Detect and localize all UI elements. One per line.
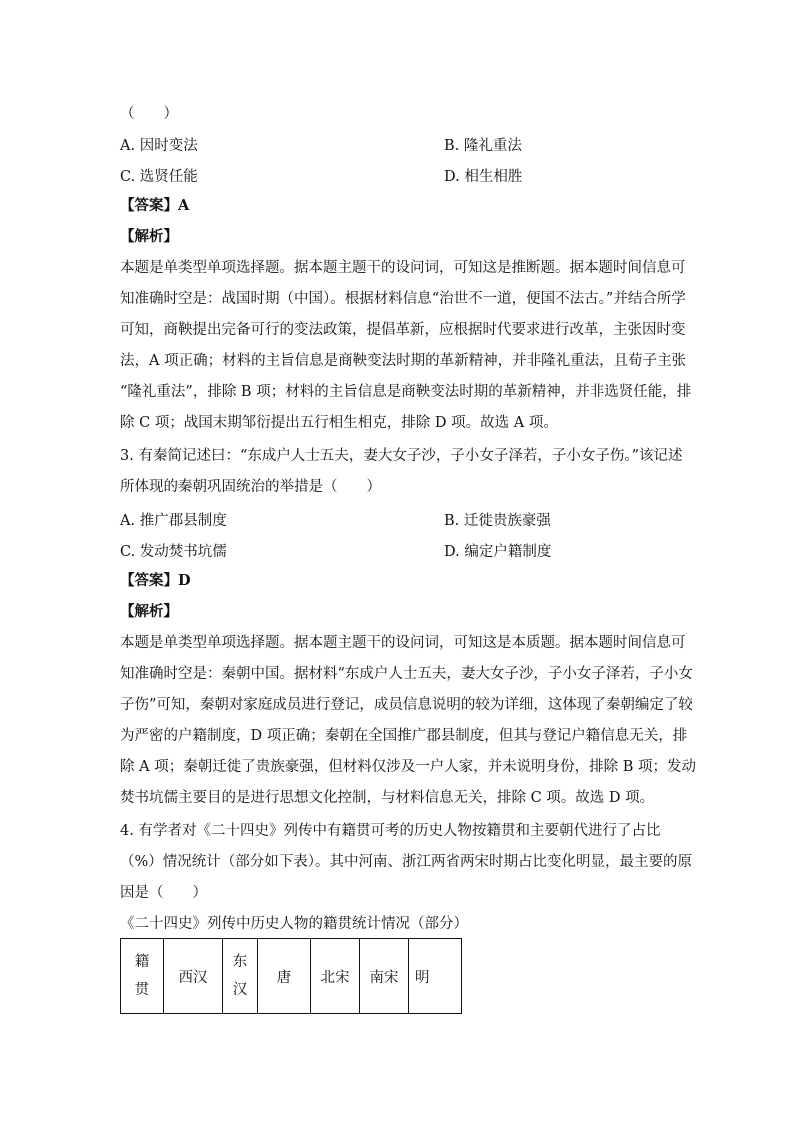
q2-analysis-line: 除 C 项；战国末期邹衍提出五行相生相克，排除 D 项。故选 A 项。 <box>120 415 558 431</box>
q3-option-d: D. 编定户籍制度 <box>444 544 552 560</box>
q4-statistics-table <box>120 938 462 1014</box>
q4-table-caption: 《二十四史》列传中历史人物的籍贯统计情况（部分） <box>120 916 468 932</box>
q2-analysis-line: 法，A 项正确；材料的主旨信息是商鞅变法时期的革新精神，并非隆礼重法，且荀子主张 <box>120 353 687 369</box>
q2-answer: 【答案】A <box>120 197 190 214</box>
table-header-cell: 西汉 <box>164 939 223 1014</box>
q3-option-b: B. 迁徙贵族豪强 <box>444 513 551 529</box>
q3-stem-line: 所体现的秦朝巩固统治的举措是（ ） <box>120 479 381 495</box>
q3-analysis-line: 本题是单类型单项选择题。据本题主题干的设问词，可知这是本质题。据本题时间信息可 <box>120 635 686 651</box>
q2-analysis-label: 【解析】 <box>120 228 178 245</box>
q2-analysis-line: 本题是单类型单项选择题。据本题主题干的设问词，可知这是推断题。据本题时间信息可 <box>120 260 686 276</box>
q2-analysis-line: “隆礼重法”，排除 B 项；材料的主旨信息是商鞅变法时期的革新精神，并非选贤任能，排 <box>120 384 692 400</box>
q2-answer-paren: （ ） <box>120 106 178 122</box>
table-header-cell: 北宋 <box>311 939 360 1014</box>
q3-analysis-line: 除 A 项；秦朝迁徙了贵族豪强，但材料仅涉及一户人家，并未说明身份，排除 B 项；发动 <box>120 759 697 775</box>
q4-stem-line: 4. 有学者对《二十四史》列传中有籍贯可考的历史人物按籍贯和主要朝代进行了占比 <box>120 823 661 839</box>
q2-analysis-line: 可知，商鞅提出完备可行的变法政策，提倡革新，应根据时代要求进行改革，主张因时变 <box>120 322 686 338</box>
q3-analysis-line: 焚书坑儒主要目的是进行思想文化控制，与材料信息无关，排除 C 项。故选 D 项。 <box>120 790 655 806</box>
q3-option-a: A. 推广郡县制度 <box>120 513 227 529</box>
q2-option-a: A. 因时变法 <box>120 138 198 154</box>
q2-option-c: C. 选贤任能 <box>120 169 198 185</box>
table-header-cell: 唐 <box>258 939 311 1014</box>
q4-stem-line: （%）情况统计（部分如下表）。其中河南、浙江两省两宋时期占比变化明显，最主要的原 <box>120 854 693 870</box>
q3-option-c: C. 发动焚书坑儒 <box>120 544 227 560</box>
q4-stem-line: 因是（ ） <box>120 885 207 901</box>
q2-analysis-line: 知准确时空是：战国时期（中国）。根据材料信息“治世不一道，便国不法古。”并结合所学 <box>120 291 686 307</box>
q3-analysis-line: 子伤”可知，秦朝对家庭成员进行登记，成员信息说明的较为详细，这体现了秦朝编定了较 <box>120 697 693 713</box>
q3-analysis-line: 为严密的户籍制度，D 项正确；秦朝在全国推广郡县制度，但其与登记户籍信息无关，排 <box>120 728 688 744</box>
table-header-row <box>121 939 462 1014</box>
q2-option-b: B. 隆礼重法 <box>444 138 522 154</box>
table-header-cell-native-place: 籍 贯 <box>121 939 164 1014</box>
q3-stem-line: 3. 有秦简记述曰：“东成户人士五夫，妻大女子沙，子小女子泽若，子小女子伤。”该记述 <box>120 448 683 464</box>
q3-answer: 【答案】D <box>120 572 191 589</box>
q3-analysis-label: 【解析】 <box>120 603 178 620</box>
q3-analysis-line: 知准确时空是：秦朝中国。据材料“东成户人士五夫，妻大女子沙，子小女子泽若，子小女 <box>120 666 693 682</box>
table-header-cell: 明 <box>409 939 462 1014</box>
table-header-cell: 南宋 <box>360 939 409 1014</box>
table-header-cell-eastern-han: 东 汉 <box>223 939 258 1014</box>
q2-option-d: D. 相生相胜 <box>444 169 523 185</box>
